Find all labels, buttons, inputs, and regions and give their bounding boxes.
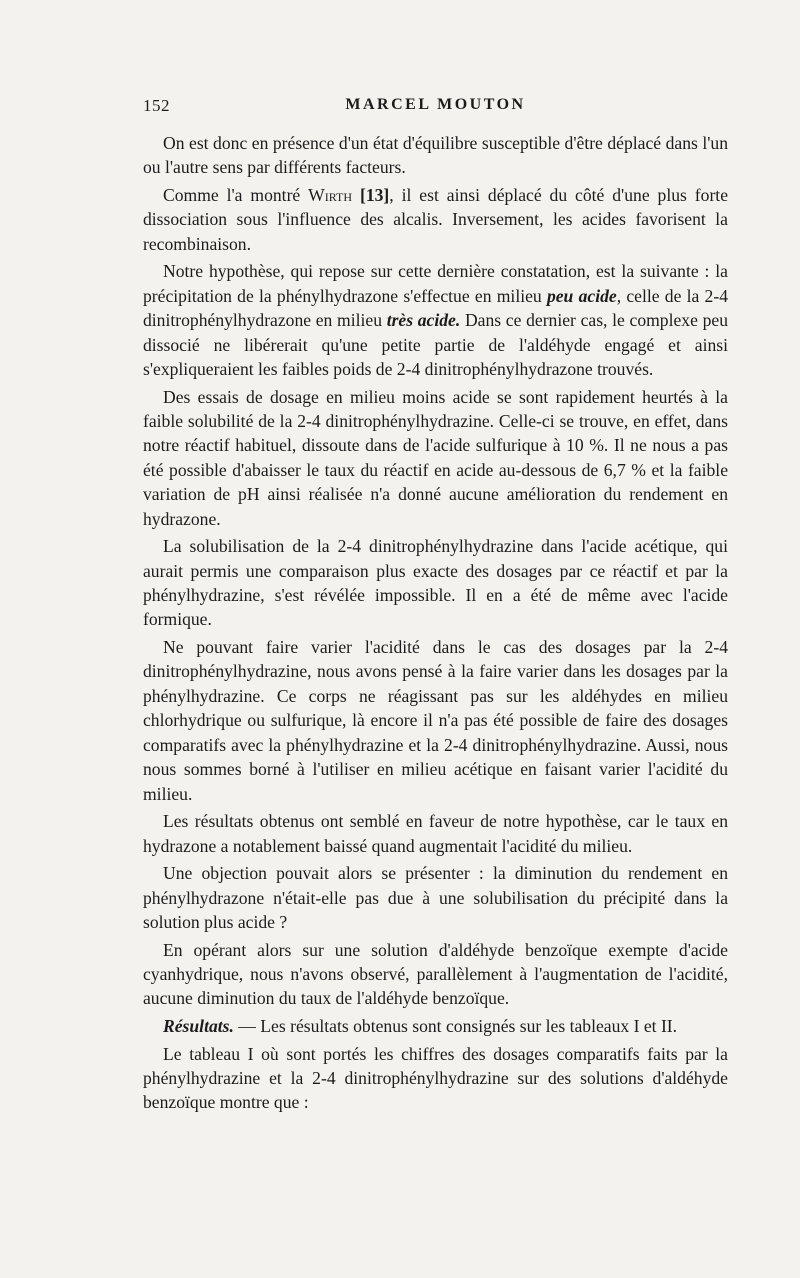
paragraph-5: La solubilisation de la 2-4 dinitrophénylhydrazine dans l'acide acétique, qui aurait permis une comparaison plus exacte des dosages par ce réactif et par la phénylhydrazine, s'est révélée impossible. Il en a été de même avec l'acide formique.	[143, 536, 728, 630]
paragraph-10-text: — Les résultats obtenus sont consignés sur les tableaux I et II.	[233, 1015, 678, 1036]
emphasis-peu-acide: peu acide	[546, 285, 617, 306]
paragraph-3-text-c: Dans ce dernier cas, le complexe peu dissocié ne libérerait qu'une petite partie de l'aldéhyde engagé et ainsi s'expliqueraient les faibles poids de 2-4 dinitrophénylhydrazone trouvés.	[143, 310, 728, 380]
paragraph-3-text-a: Notre hypothèse, qui repose sur cette dernière constatation, est la suivante : la précipitation de la phénylhydrazone s'effectue en milieu	[143, 261, 728, 306]
body-text	[143, 131, 728, 1118]
section-heading-resultats: Résultats.	[163, 1015, 234, 1036]
running-head: MARCEL MOUTON	[345, 96, 526, 113]
paragraph-3-text-b: , celle de la 2-4 dinitrophénylhydrazone en milieu	[143, 285, 729, 331]
paragraph-6: Ne pouvant faire varier l'acidité dans le cas des dosages par la 2-4 dinitrophénylhydrazine, nous avons pensé à la faire varier dans les dosages par la phénylhydrazine. Ce corps ne réagissant pas sur les aldéhydes en milieu chlorhydrique ou sulfurique, là encore il n'a pas été possible de faire des dosages comparatifs avec la phénylhydrazine et la 2-4 dinitrophénylhydrazine. Aussi, nous nous sommes borné à l'utiliser en milieu acétique en faisant varier l'acidité du milieu.	[143, 637, 728, 804]
paragraph-2-text-a: Comme l'a montré	[163, 185, 309, 205]
emphasis-tres-acide: très acide.	[386, 310, 461, 331]
paragraph-2-text-b	[352, 185, 360, 205]
paragraph-2	[143, 183, 728, 256]
paragraph-2-text-c: , il est ainsi déplacé du côté d'une plus forte dissociation sous l'influence des alcalis. Inversement, les acides favorisent la recombinaison.	[143, 185, 729, 254]
paragraph-7: Les résultats obtenus ont semblé en faveur de notre hypothèse, car le taux en hydrazone a notablement baissé quand augmentait l'acidité du milieu.	[143, 811, 728, 856]
page-header	[143, 96, 728, 120]
author-citation: Wirth	[308, 185, 353, 205]
reference-number: [13]	[359, 185, 390, 205]
paragraph-11: Le tableau I où sont portés les chiffres des dosages comparatifs faits par la phénylhydrazine et la 2-4 dinitrophénylhydrazine sur des solutions d'aldéhyde benzoïque montre que :	[143, 1043, 728, 1113]
paragraph-4: Des essais de dosage en milieu moins acide se sont rapidement heurtés à la faible solubilité de la 2-4 dinitrophénylhydrazine. Celle-ci se trouve, en effet, dans notre réactif habituel, dissoute dans de l'acide sulfurique à 10 %. Il ne nous a pas été possible d'abaisser le taux du réactif en acide au-dessous de 6,7 % et la faible variation de pH ainsi réalisée n'a donné aucune amélioration du rendement en hydrazone.	[143, 386, 728, 529]
paragraph-9: En opérant alors sur une solution d'aldéhyde benzoïque exempte d'acide cyanhydrique, nous n'avons observé, parallèlement à l'augmentation de l'acidité, aucune diminution du taux de l'aldéhyde benzoïque.	[143, 939, 728, 1009]
paragraph-8: Une objection pouvait alors se présenter : la diminution du rendement en phénylhydrazone n'était-elle pas due à une solubilisation du précipité dans la solution plus acide ?	[143, 863, 728, 932]
paragraph-1: On est donc en présence d'un état d'équilibre susceptible d'être déplacé dans l'un ou l'autre sens par différents facteurs.	[143, 133, 728, 178]
paragraph-10	[143, 1014, 728, 1038]
page-number: 152	[143, 96, 170, 115]
paragraph-3	[143, 259, 728, 381]
